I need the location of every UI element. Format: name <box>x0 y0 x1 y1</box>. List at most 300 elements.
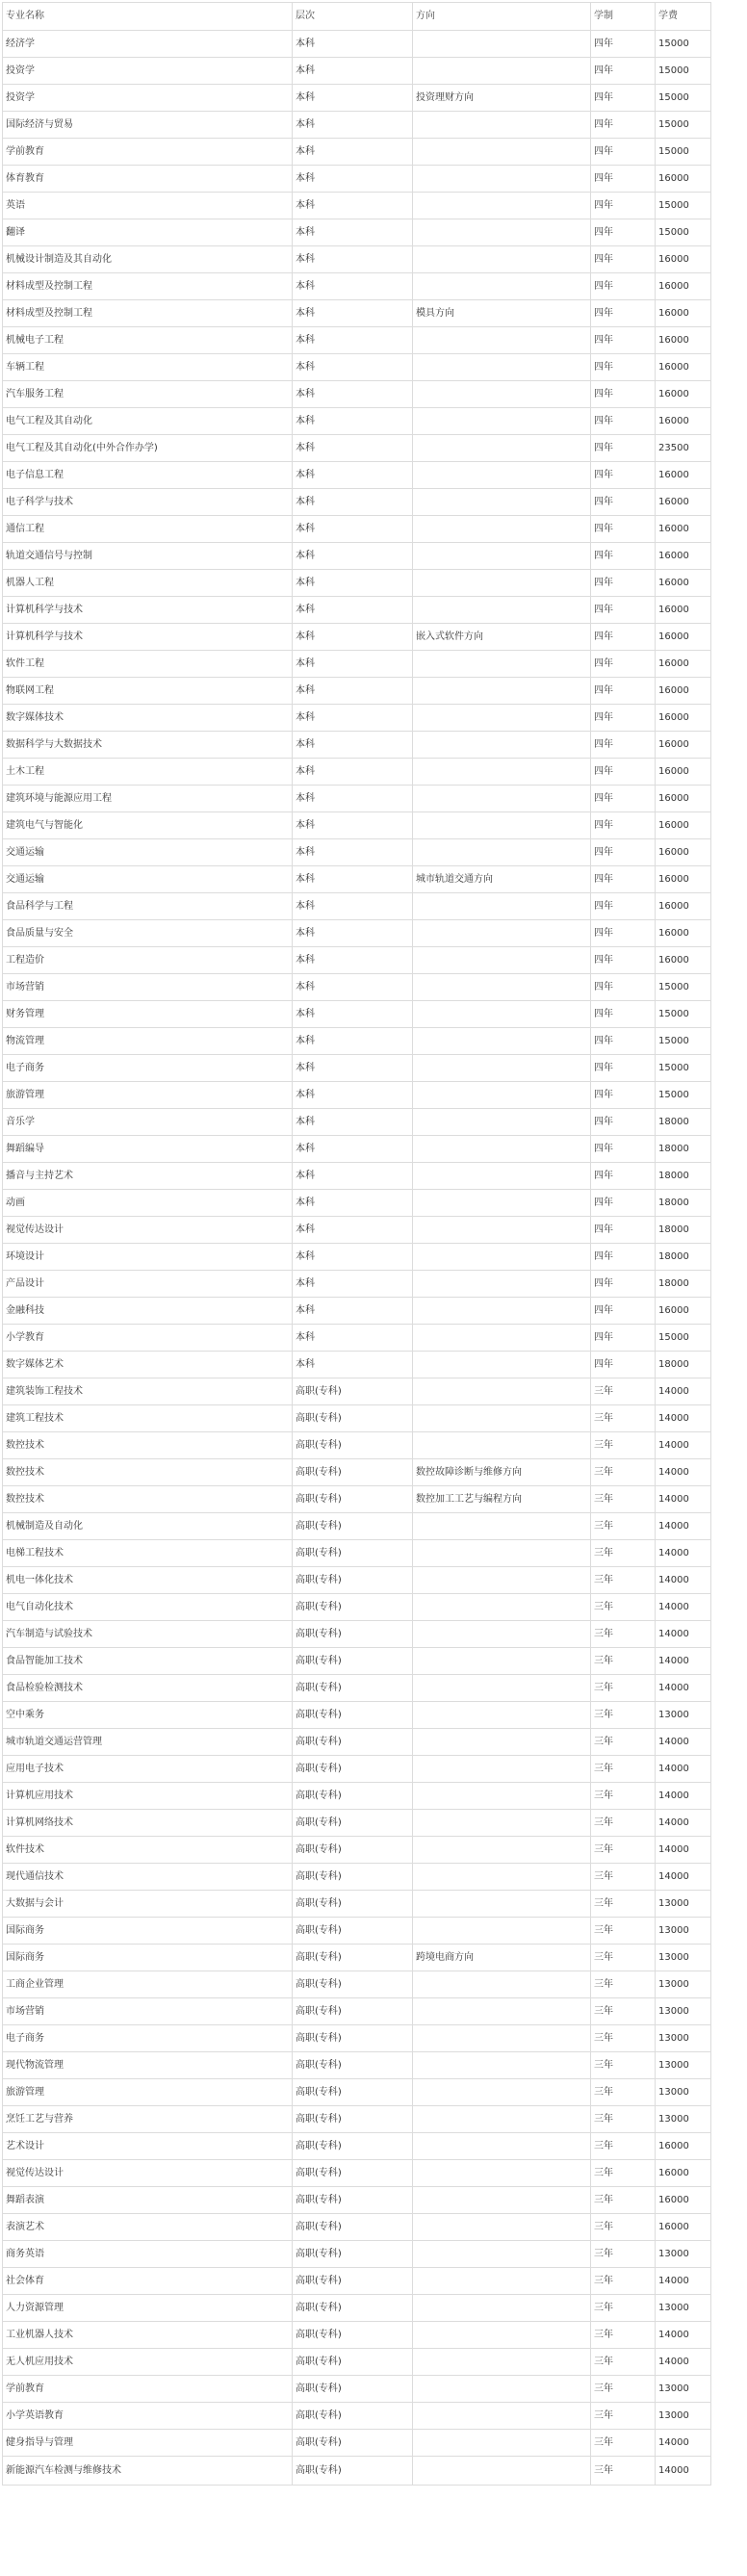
table-row <box>3 1783 711 1810</box>
direction-cell <box>413 1082 591 1109</box>
major-cell: 大数据与会计 <box>3 1891 293 1918</box>
level-cell: 高职(专科) <box>293 2187 413 2214</box>
tuition-cell: 15000 <box>656 219 711 246</box>
direction-cell <box>413 1540 591 1567</box>
level-cell: 本科 <box>293 759 413 786</box>
major-cell: 交通运输 <box>3 839 293 866</box>
level-cell: 本科 <box>293 812 413 839</box>
major-cell: 物流管理 <box>3 1028 293 1055</box>
direction-cell <box>413 1675 591 1702</box>
table-row <box>3 1513 711 1540</box>
tuition-cell: 16000 <box>656 570 711 597</box>
duration-cell: 四年 <box>591 219 656 246</box>
tuition-cell: 14000 <box>656 2268 711 2295</box>
duration-cell: 四年 <box>591 1325 656 1352</box>
level-cell: 高职(专科) <box>293 1432 413 1459</box>
direction-cell <box>413 489 591 516</box>
major-cell: 小学英语教育 <box>3 2403 293 2430</box>
duration-cell: 四年 <box>591 31 656 58</box>
table-row <box>3 2349 711 2376</box>
level-cell: 本科 <box>293 489 413 516</box>
tuition-cell: 16000 <box>656 300 711 327</box>
duration-cell: 三年 <box>591 2214 656 2241</box>
tuition-cell: 14000 <box>656 1783 711 1810</box>
tuition-cell: 13000 <box>656 2403 711 2430</box>
direction-cell <box>413 1567 591 1594</box>
direction-cell <box>413 1432 591 1459</box>
major-cell: 国际经济与贸易 <box>3 112 293 139</box>
table-row <box>3 246 711 273</box>
table-row <box>3 1864 711 1891</box>
tuition-cell: 16000 <box>656 839 711 866</box>
major-cell: 体育教育 <box>3 166 293 193</box>
table-row <box>3 2079 711 2106</box>
level-cell: 高职(专科) <box>293 1459 413 1486</box>
level-cell: 本科 <box>293 651 413 678</box>
table-row <box>3 1594 711 1621</box>
level-cell: 高职(专科) <box>293 2214 413 2241</box>
tuition-cell: 13000 <box>656 1702 711 1729</box>
direction-cell <box>413 193 591 219</box>
direction-cell <box>413 1702 591 1729</box>
tuition-cell: 13000 <box>656 1918 711 1945</box>
level-cell: 高职(专科) <box>293 1945 413 1971</box>
table-row <box>3 2295 711 2322</box>
major-cell: 机械制造及自动化 <box>3 1513 293 1540</box>
major-cell: 计算机应用技术 <box>3 1783 293 1810</box>
table-row <box>3 1459 711 1486</box>
major-cell: 数据科学与大数据技术 <box>3 732 293 759</box>
level-cell: 高职(专科) <box>293 1405 413 1432</box>
major-cell: 材料成型及控制工程 <box>3 273 293 300</box>
tuition-cell: 15000 <box>656 139 711 166</box>
tuition-cell: 16000 <box>656 516 711 543</box>
major-cell: 表演艺术 <box>3 2214 293 2241</box>
direction-cell <box>413 1864 591 1891</box>
table-row <box>3 2457 711 2486</box>
tuition-cell: 14000 <box>656 1594 711 1621</box>
major-cell: 烹饪工艺与营养 <box>3 2106 293 2133</box>
duration-cell: 四年 <box>591 570 656 597</box>
table-body <box>3 31 711 2486</box>
direction-cell <box>413 327 591 354</box>
tuition-cell: 15000 <box>656 85 711 112</box>
tuition-cell: 14000 <box>656 2322 711 2349</box>
level-cell: 本科 <box>293 1271 413 1298</box>
level-cell: 本科 <box>293 786 413 812</box>
direction-cell <box>413 2160 591 2187</box>
duration-cell: 四年 <box>591 1028 656 1055</box>
duration-cell: 三年 <box>591 1998 656 2025</box>
table-row <box>3 85 711 112</box>
level-cell: 本科 <box>293 678 413 705</box>
duration-cell: 三年 <box>591 1648 656 1675</box>
major-cell: 商务英语 <box>3 2241 293 2268</box>
major-cell: 城市轨道交通运营管理 <box>3 1729 293 1756</box>
level-cell: 本科 <box>293 1028 413 1055</box>
table-row <box>3 1028 711 1055</box>
level-cell: 高职(专科) <box>293 1675 413 1702</box>
tuition-cell: 16000 <box>656 866 711 893</box>
duration-cell: 三年 <box>591 2457 656 2486</box>
duration-cell: 四年 <box>591 139 656 166</box>
tuition-cell: 16000 <box>656 489 711 516</box>
major-cell: 工程造价 <box>3 947 293 974</box>
level-cell: 高职(专科) <box>293 1378 413 1405</box>
duration-cell: 三年 <box>591 1945 656 1971</box>
level-cell: 本科 <box>293 732 413 759</box>
major-cell: 动画 <box>3 1190 293 1217</box>
duration-cell: 三年 <box>591 2349 656 2376</box>
table-row <box>3 354 711 381</box>
level-cell: 高职(专科) <box>293 2295 413 2322</box>
table-row <box>3 193 711 219</box>
direction-cell <box>413 2349 591 2376</box>
direction-cell <box>413 1810 591 1837</box>
direction-cell <box>413 1891 591 1918</box>
direction-cell <box>413 2241 591 2268</box>
direction-cell <box>413 1971 591 1998</box>
major-cell: 数控技术 <box>3 1486 293 1513</box>
level-cell: 本科 <box>293 516 413 543</box>
tuition-cell: 16000 <box>656 920 711 947</box>
duration-cell: 三年 <box>591 2295 656 2322</box>
duration-cell: 三年 <box>591 1837 656 1864</box>
duration-cell: 三年 <box>591 1971 656 1998</box>
major-cell: 艺术设计 <box>3 2133 293 2160</box>
direction-cell <box>413 2376 591 2403</box>
duration-cell: 四年 <box>591 974 656 1001</box>
duration-cell: 四年 <box>591 624 656 651</box>
major-cell: 电子商务 <box>3 1055 293 1082</box>
direction-cell <box>413 1352 591 1378</box>
tuition-cell: 16000 <box>656 462 711 489</box>
tuition-cell: 18000 <box>656 1244 711 1271</box>
direction-cell <box>413 31 591 58</box>
direction-cell <box>413 166 591 193</box>
major-cell: 土木工程 <box>3 759 293 786</box>
level-cell: 高职(专科) <box>293 2133 413 2160</box>
level-cell: 本科 <box>293 300 413 327</box>
direction-cell <box>413 516 591 543</box>
table-row <box>3 1702 711 1729</box>
direction-cell <box>413 2187 591 2214</box>
major-cell: 食品质量与安全 <box>3 920 293 947</box>
tuition-cell: 13000 <box>656 1998 711 2025</box>
major-cell: 通信工程 <box>3 516 293 543</box>
level-cell: 本科 <box>293 462 413 489</box>
tuition-cell: 16000 <box>656 166 711 193</box>
tuition-cell: 16000 <box>656 1298 711 1325</box>
direction-cell <box>413 570 591 597</box>
tuition-cell: 14000 <box>656 1675 711 1702</box>
tuition-cell: 13000 <box>656 2241 711 2268</box>
level-cell: 本科 <box>293 597 413 624</box>
duration-cell: 四年 <box>591 920 656 947</box>
direction-cell <box>413 839 591 866</box>
table-row <box>3 1405 711 1432</box>
duration-cell: 三年 <box>591 1486 656 1513</box>
table-row <box>3 327 711 354</box>
table-row <box>3 1810 711 1837</box>
direction-cell: 模具方向 <box>413 300 591 327</box>
direction-cell: 投资理财方向 <box>413 85 591 112</box>
duration-cell: 四年 <box>591 300 656 327</box>
tuition-cell: 16000 <box>656 812 711 839</box>
major-cell: 车辆工程 <box>3 354 293 381</box>
direction-cell <box>413 893 591 920</box>
duration-cell: 三年 <box>591 1513 656 1540</box>
tuition-cell: 16000 <box>656 597 711 624</box>
duration-cell: 四年 <box>591 1136 656 1163</box>
table-row <box>3 1540 711 1567</box>
direction-cell <box>413 2079 591 2106</box>
duration-cell: 四年 <box>591 1271 656 1298</box>
table-row <box>3 1567 711 1594</box>
duration-cell: 四年 <box>591 273 656 300</box>
duration-cell: 四年 <box>591 58 656 85</box>
tuition-cell: 14000 <box>656 1756 711 1783</box>
level-cell: 高职(专科) <box>293 2241 413 2268</box>
tuition-cell: 14000 <box>656 1567 711 1594</box>
direction-cell <box>413 2430 591 2457</box>
duration-cell: 三年 <box>591 1567 656 1594</box>
duration-cell: 四年 <box>591 354 656 381</box>
table-row <box>3 1945 711 1971</box>
duration-cell: 四年 <box>591 543 656 570</box>
level-cell: 高职(专科) <box>293 1648 413 1675</box>
duration-cell: 三年 <box>591 1783 656 1810</box>
major-cell: 建筑环境与能源应用工程 <box>3 786 293 812</box>
table-row <box>3 408 711 435</box>
duration-cell: 三年 <box>591 2052 656 2079</box>
duration-cell: 四年 <box>591 947 656 974</box>
duration-cell: 三年 <box>591 1405 656 1432</box>
tuition-cell: 13000 <box>656 2052 711 2079</box>
level-cell: 高职(专科) <box>293 1621 413 1648</box>
tuition-cell: 16000 <box>656 246 711 273</box>
major-cell: 电气自动化技术 <box>3 1594 293 1621</box>
tuition-cell: 18000 <box>656 1352 711 1378</box>
major-cell: 物联网工程 <box>3 678 293 705</box>
level-cell: 本科 <box>293 1136 413 1163</box>
level-cell: 高职(专科) <box>293 2079 413 2106</box>
tuition-cell: 14000 <box>656 2457 711 2486</box>
major-cell: 学前教育 <box>3 2376 293 2403</box>
direction-cell: 数控加工工艺与编程方向 <box>413 1486 591 1513</box>
duration-cell: 四年 <box>591 193 656 219</box>
direction-cell <box>413 1783 591 1810</box>
direction-cell <box>413 219 591 246</box>
major-cell: 建筑装饰工程技术 <box>3 1378 293 1405</box>
table-row <box>3 1271 711 1298</box>
table-row <box>3 2322 711 2349</box>
tuition-cell: 14000 <box>656 1621 711 1648</box>
table-row <box>3 2160 711 2187</box>
major-cell: 金融科技 <box>3 1298 293 1325</box>
duration-cell: 三年 <box>591 1594 656 1621</box>
table-row <box>3 839 711 866</box>
table-row <box>3 624 711 651</box>
tuition-cell: 15000 <box>656 193 711 219</box>
major-cell: 数控技术 <box>3 1432 293 1459</box>
duration-cell: 四年 <box>591 651 656 678</box>
table-row <box>3 651 711 678</box>
tuition-cell: 14000 <box>656 1837 711 1864</box>
major-cell: 机械设计制造及其自动化 <box>3 246 293 273</box>
major-cell: 经济学 <box>3 31 293 58</box>
table-row <box>3 2133 711 2160</box>
table-row <box>3 2430 711 2457</box>
table-row <box>3 1136 711 1163</box>
direction-cell <box>413 1163 591 1190</box>
header-level: 层次 <box>293 3 413 31</box>
table-row <box>3 2268 711 2295</box>
major-cell: 投资学 <box>3 85 293 112</box>
tuition-cell: 18000 <box>656 1136 711 1163</box>
major-cell: 电梯工程技术 <box>3 1540 293 1567</box>
tuition-cell: 14000 <box>656 1405 711 1432</box>
major-cell: 汽车服务工程 <box>3 381 293 408</box>
major-cell: 学前教育 <box>3 139 293 166</box>
direction-cell <box>413 2322 591 2349</box>
major-cell: 工业机器人技术 <box>3 2322 293 2349</box>
direction-cell <box>413 462 591 489</box>
major-cell: 计算机科学与技术 <box>3 597 293 624</box>
duration-cell: 三年 <box>591 1540 656 1567</box>
direction-cell <box>413 1244 591 1271</box>
duration-cell: 四年 <box>591 866 656 893</box>
tuition-cell: 13000 <box>656 2376 711 2403</box>
major-cell: 音乐学 <box>3 1109 293 1136</box>
duration-cell: 四年 <box>591 85 656 112</box>
table-row <box>3 543 711 570</box>
level-cell: 本科 <box>293 1217 413 1244</box>
table-row <box>3 732 711 759</box>
table-row <box>3 1648 711 1675</box>
tuition-cell: 18000 <box>656 1163 711 1190</box>
major-cell: 投资学 <box>3 58 293 85</box>
direction-cell <box>413 1594 591 1621</box>
tuition-cell: 15000 <box>656 112 711 139</box>
duration-cell: 三年 <box>591 2403 656 2430</box>
major-cell: 社会体育 <box>3 2268 293 2295</box>
direction-cell <box>413 1028 591 1055</box>
direction-cell <box>413 1001 591 1028</box>
duration-cell: 四年 <box>591 705 656 732</box>
duration-cell: 四年 <box>591 1163 656 1190</box>
table-row <box>3 1432 711 1459</box>
level-cell: 高职(专科) <box>293 1486 413 1513</box>
major-cell: 国际商务 <box>3 1945 293 1971</box>
major-cell: 舞蹈编导 <box>3 1136 293 1163</box>
major-cell: 翻译 <box>3 219 293 246</box>
direction-cell: 跨境电商方向 <box>413 1945 591 1971</box>
table-row <box>3 570 711 597</box>
level-cell: 高职(专科) <box>293 1567 413 1594</box>
table-row <box>3 435 711 462</box>
direction-cell <box>413 1217 591 1244</box>
direction-cell <box>413 58 591 85</box>
tuition-cell: 15000 <box>656 974 711 1001</box>
level-cell: 本科 <box>293 543 413 570</box>
level-cell: 高职(专科) <box>293 2106 413 2133</box>
major-cell: 食品智能加工技术 <box>3 1648 293 1675</box>
level-cell: 高职(专科) <box>293 2403 413 2430</box>
table-row <box>3 112 711 139</box>
duration-cell: 四年 <box>591 1352 656 1378</box>
table-row <box>3 1756 711 1783</box>
tuition-cell: 14000 <box>656 1864 711 1891</box>
level-cell: 本科 <box>293 408 413 435</box>
major-cell: 健身指导与管理 <box>3 2430 293 2457</box>
table-row <box>3 139 711 166</box>
table-row <box>3 2376 711 2403</box>
direction-cell <box>413 2295 591 2322</box>
major-cell: 电子商务 <box>3 2025 293 2052</box>
tuition-cell: 13000 <box>656 1971 711 1998</box>
major-cell: 人力资源管理 <box>3 2295 293 2322</box>
table-row <box>3 812 711 839</box>
major-cell: 无人机应用技术 <box>3 2349 293 2376</box>
level-cell: 本科 <box>293 1055 413 1082</box>
tuition-cell: 16000 <box>656 947 711 974</box>
major-cell: 空中乘务 <box>3 1702 293 1729</box>
level-cell: 本科 <box>293 705 413 732</box>
direction-cell <box>413 1729 591 1756</box>
direction-cell <box>413 1998 591 2025</box>
level-cell: 本科 <box>293 1082 413 1109</box>
major-cell: 播音与主持艺术 <box>3 1163 293 1190</box>
table-header <box>3 3 711 31</box>
header-row <box>3 3 711 31</box>
table-row <box>3 866 711 893</box>
duration-cell: 三年 <box>591 2322 656 2349</box>
major-cell: 轨道交通信号与控制 <box>3 543 293 570</box>
level-cell: 本科 <box>293 1109 413 1136</box>
tuition-cell: 13000 <box>656 2106 711 2133</box>
level-cell: 本科 <box>293 246 413 273</box>
level-cell: 本科 <box>293 273 413 300</box>
direction-cell <box>413 2268 591 2295</box>
major-cell: 数字媒体技术 <box>3 705 293 732</box>
direction-cell <box>413 1756 591 1783</box>
duration-cell: 四年 <box>591 1190 656 1217</box>
major-cell: 现代通信技术 <box>3 1864 293 1891</box>
level-cell: 本科 <box>293 193 413 219</box>
level-cell: 高职(专科) <box>293 2430 413 2457</box>
table-row <box>3 2214 711 2241</box>
tuition-cell: 16000 <box>656 273 711 300</box>
table-row <box>3 2052 711 2079</box>
duration-cell: 三年 <box>591 2160 656 2187</box>
tuition-cell: 14000 <box>656 1513 711 1540</box>
table-row <box>3 893 711 920</box>
level-cell: 高职(专科) <box>293 1864 413 1891</box>
direction-cell <box>413 786 591 812</box>
tuition-cell: 15000 <box>656 1028 711 1055</box>
level-cell: 本科 <box>293 624 413 651</box>
direction-cell <box>413 1918 591 1945</box>
direction-cell <box>413 1190 591 1217</box>
table-row <box>3 1621 711 1648</box>
direction-cell <box>413 435 591 462</box>
duration-cell: 四年 <box>591 597 656 624</box>
table-row <box>3 2025 711 2052</box>
tuition-cell: 16000 <box>656 408 711 435</box>
direction-cell <box>413 2133 591 2160</box>
table-row <box>3 1837 711 1864</box>
